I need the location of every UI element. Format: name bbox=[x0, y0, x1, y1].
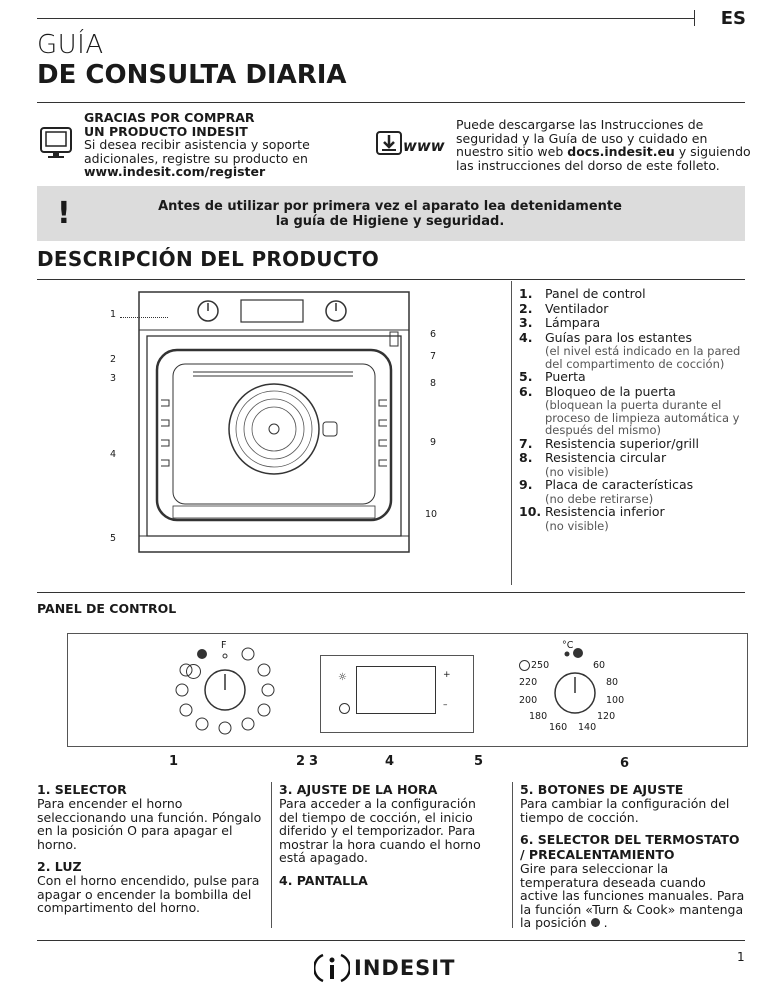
download-line-1: Puede descargarse las Instrucciones de bbox=[456, 117, 704, 132]
adjust-title: 5. BOTONES DE AJUSTE bbox=[520, 782, 684, 797]
turn-cook-icon bbox=[591, 918, 600, 927]
thermo-off-icon bbox=[519, 660, 530, 671]
warning-text bbox=[110, 199, 670, 229]
part-item: 10. Resistencia inferior (no visible) bbox=[519, 504, 665, 533]
column-3 bbox=[520, 782, 746, 938]
temp-label: 160 bbox=[549, 722, 568, 733]
download-line-2: seguridad y la Guía de uso y cuidado en bbox=[456, 130, 708, 146]
part-item: 9. Placa de características (no debe retirarse) bbox=[519, 477, 694, 506]
temp-label: 180 bbox=[529, 711, 548, 722]
part-item: 2. Ventilador bbox=[519, 300, 609, 316]
panel-rule bbox=[37, 592, 745, 593]
language-code: ES bbox=[720, 8, 746, 29]
light-title: 2. LUZ bbox=[37, 859, 82, 874]
product-heading: DESCRIPCIÓN DEL PRODUCTO bbox=[37, 247, 380, 271]
download-line-4: las instrucciones del dorso de este folleto. bbox=[456, 157, 720, 173]
computer-icon bbox=[39, 126, 75, 164]
part-item: 4. Guías para los estantes (el nivel está indicado en la pared del compartimento de cocción) bbox=[519, 329, 741, 371]
callout-line-1 bbox=[120, 317, 168, 318]
indesit-logo-icon bbox=[314, 951, 350, 989]
plus-button-icon[interactable]: + bbox=[443, 670, 451, 680]
part-item: 6. Bloqueo de la puerta (bloquean la puerta durante el proceso de limpieza automática y después del mismo) bbox=[519, 383, 740, 437]
thermostat-knob bbox=[520, 638, 630, 742]
callout-3: 3 bbox=[110, 373, 117, 384]
minus-button-icon[interactable]: – bbox=[443, 700, 448, 710]
panel-number-4: 4 bbox=[385, 754, 395, 769]
download-line-3c: y siguiendo bbox=[674, 144, 751, 159]
warning-icon: ! bbox=[57, 196, 71, 231]
column-2 bbox=[279, 782, 495, 888]
thanks-line-2: adicionales, registre su producto en bbox=[84, 150, 308, 166]
callout-8: 8 bbox=[430, 378, 437, 389]
part-item: 5. Puerta bbox=[519, 369, 586, 384]
warning-line-2: la guía de Higiene y seguridad. bbox=[275, 214, 505, 229]
product-rule bbox=[37, 279, 745, 280]
register-link[interactable]: www.indesit.com/register bbox=[84, 164, 266, 179]
light-button-icon[interactable]: ☼ bbox=[338, 672, 347, 683]
download-block bbox=[456, 118, 751, 172]
temp-label: 220 bbox=[519, 677, 538, 688]
callout-4: 4 bbox=[110, 449, 117, 460]
warning-line-1: Antes de utilizar por primera vez el aparato lea detenidamente bbox=[158, 199, 622, 214]
selector-text: Para encender el horno seleccionando una función. Póngalo en la posición O para apagar el horno. bbox=[37, 796, 262, 852]
thermo-unit: °C bbox=[562, 640, 574, 651]
thanks-heading-2: UN PRODUCTO INDESIT bbox=[84, 123, 248, 139]
list-divider bbox=[511, 281, 512, 585]
temp-label: 120 bbox=[597, 711, 616, 722]
clock-button-icon[interactable] bbox=[339, 703, 350, 714]
column-1 bbox=[37, 782, 265, 923]
temp-label: 250 bbox=[531, 660, 550, 671]
callout-5: 5 bbox=[110, 533, 117, 544]
panel-number-2: 2 bbox=[296, 754, 306, 769]
control-panel-heading: PANEL DE CONTROL bbox=[37, 601, 177, 616]
part-item: 3. Lámpara bbox=[519, 315, 601, 330]
col-divider-1 bbox=[271, 782, 272, 928]
selector-title: 1. SELECTOR bbox=[37, 782, 127, 797]
callout-1: 1 bbox=[110, 309, 117, 320]
thermo-text-end: . bbox=[603, 915, 608, 930]
callout-6: 6 bbox=[430, 329, 437, 340]
temp-label: 200 bbox=[519, 695, 538, 706]
function-selector-knob bbox=[170, 638, 280, 742]
adjust-text: Para cambiar la configuración del tiempo de cocción. bbox=[520, 796, 730, 825]
top-rule bbox=[37, 18, 695, 19]
panel-number-3: 3 bbox=[309, 754, 319, 769]
selector-f-label: F bbox=[221, 640, 227, 651]
title-rule bbox=[37, 102, 745, 103]
off-position-icon bbox=[186, 664, 201, 679]
panel-number-5: 5 bbox=[474, 754, 484, 769]
col-divider-2 bbox=[512, 782, 513, 928]
title-line-2: DE CONSULTA DIARIA bbox=[37, 60, 347, 90]
callout-10: 10 bbox=[425, 509, 438, 520]
www-label: www bbox=[403, 137, 445, 155]
callout-7: 7 bbox=[430, 351, 437, 362]
thermo-text: Gire para seleccionar la temperatura deseada cuando active las funciones manuales. Para la función «Turn & Cook» mantenga la posición bbox=[520, 861, 745, 930]
docs-link[interactable]: docs.indesit.eu bbox=[567, 144, 675, 159]
temp-label: 60 bbox=[593, 660, 606, 671]
thanks-line-1: Si desea recibir asistencia y soporte bbox=[84, 137, 310, 152]
panel-number-1: 1 bbox=[169, 754, 179, 769]
oven-illustration bbox=[103, 290, 443, 569]
thermo-title: 6. SELECTOR DEL TERMOSTATO / PRECALENTAMIENTO bbox=[520, 832, 740, 862]
temp-label: 80 bbox=[606, 677, 619, 688]
footer-rule bbox=[37, 940, 745, 941]
temp-label: 100 bbox=[606, 695, 625, 706]
thanks-block bbox=[84, 111, 310, 179]
part-item: 8. Resistencia circular (no visible) bbox=[519, 450, 667, 479]
clock-title: 3. AJUSTE DE LA HORA bbox=[279, 782, 438, 797]
thanks-heading-1: GRACIAS POR COMPRAR bbox=[84, 110, 255, 125]
title-line-1: GUÍA bbox=[37, 30, 104, 60]
display-screen bbox=[356, 666, 436, 714]
parts-list bbox=[519, 287, 759, 532]
temp-label: 140 bbox=[578, 722, 597, 733]
download-icon bbox=[376, 131, 404, 161]
part-item: 7. Resistencia superior/grill bbox=[519, 435, 699, 451]
page-number: 1 bbox=[737, 950, 745, 964]
display-title: 4. PANTALLA bbox=[279, 872, 368, 888]
tab-divider bbox=[694, 10, 695, 26]
panel-number-6: 6 bbox=[620, 756, 630, 771]
light-text: Con el horno encendido, pulse para apagar o encender la bombilla del compartimento del horno. bbox=[37, 873, 260, 915]
download-line-3a: nuestro sitio web bbox=[456, 144, 568, 159]
part-item: 1. Panel de control bbox=[519, 286, 646, 301]
callout-9: 9 bbox=[430, 437, 437, 448]
callout-2: 2 bbox=[110, 354, 117, 365]
clock-text: Para acceder a la configuración del tiempo de cocción, el inicio diferido y el temporizador. Para mostrar la hora cuando el horno está apagado. bbox=[279, 796, 481, 865]
brand-name: INDESIT bbox=[354, 956, 456, 980]
